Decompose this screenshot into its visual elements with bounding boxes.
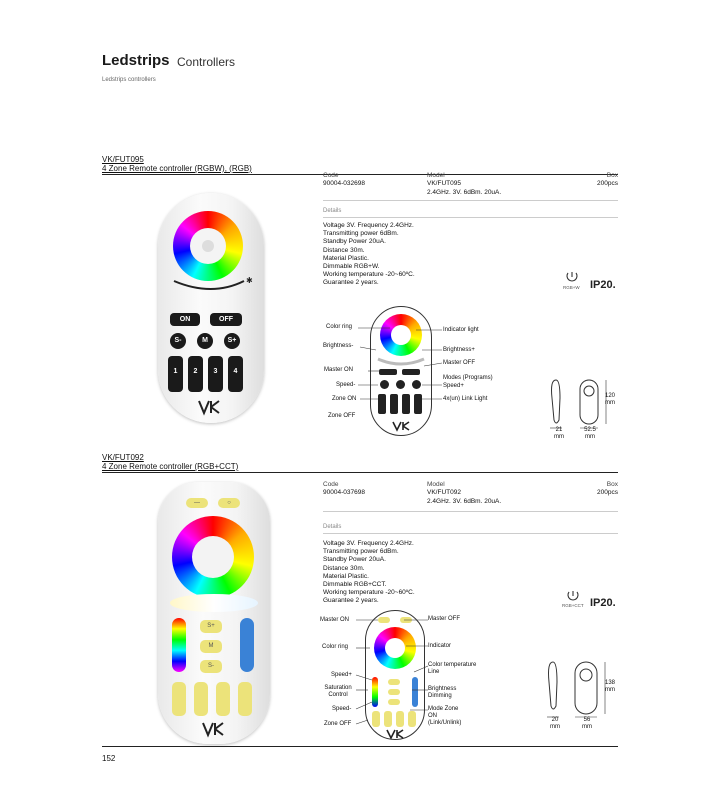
zone-4-button[interactable] <box>238 682 252 716</box>
off-button[interactable]: OFF <box>210 313 242 326</box>
annotation-right: 4x(un) Link Light <box>443 396 488 402</box>
code-label: Code <box>323 172 339 179</box>
brightness-slider-icon <box>240 618 254 672</box>
product-code-title: VK/FUT092 <box>102 453 144 462</box>
annotation-leader-lines <box>356 320 446 420</box>
annotation-right: Indicator light <box>443 327 479 333</box>
dim-depth: 20 mm <box>550 717 560 730</box>
spec-item: Dimmable RGB+W. <box>323 263 380 271</box>
annotation-left: Speed- <box>332 706 352 712</box>
mode-button[interactable]: M <box>197 333 213 349</box>
zone-4-label: 4 <box>233 368 238 375</box>
annotation-right: Color temperature Line <box>428 662 477 675</box>
annotation-left: Zone ON <box>332 396 357 402</box>
box-value: 200pcs <box>597 180 618 187</box>
spec-list <box>323 540 415 606</box>
speed-minus-button[interactable]: S- <box>200 660 222 673</box>
page-title: Ledstrips <box>102 52 170 69</box>
spec-item: Distance 30m. <box>323 246 365 254</box>
spec-item: Voltage 3V. Frequency 2.4GHz. <box>323 222 414 229</box>
annotation-left: Zone OFF <box>324 721 352 727</box>
code-value: 90004-037698 <box>323 489 365 496</box>
dim-width: 52.5 mm <box>584 427 596 440</box>
spec-item: Working temperature -20~60ºC. <box>323 589 415 597</box>
annotation-right: Master OFF <box>443 360 476 366</box>
color-temperature-slider-icon <box>170 594 258 612</box>
model-label: Model <box>427 481 445 488</box>
annotation-left: Brightness- <box>323 343 354 349</box>
zone-4-button[interactable] <box>228 356 243 392</box>
annotation-left: Master ON <box>324 367 354 373</box>
annotation-left: Color ring <box>326 324 353 330</box>
spec-item: Material Plastic. <box>323 254 369 262</box>
vk-logo-icon <box>198 400 220 414</box>
divider <box>323 533 618 534</box>
model-spec: 2.4GHz. 3V. 6dBm. 20uA. <box>427 189 502 196</box>
spec-item: Standby Power 20uA. <box>323 238 386 246</box>
spec-item: Standby Power 20uA. <box>323 556 386 564</box>
master-on-button[interactable]: — <box>186 498 208 508</box>
code-label: Code <box>323 481 339 488</box>
spec-item: Guarantee 2 years. <box>323 597 379 605</box>
zone-2-label: 2 <box>193 368 198 375</box>
brightness-slider-icon <box>172 275 252 295</box>
dim-depth: 21 mm <box>554 427 564 440</box>
annotation-right: Master OFF <box>428 616 461 622</box>
page-number: 152 <box>102 754 116 763</box>
spec-item: Distance 30m. <box>323 564 365 572</box>
annotation-right: Modes (Programs) <box>443 375 493 381</box>
model-label: Model <box>427 172 445 179</box>
page-subtitle: Controllers <box>177 55 236 69</box>
indicator-light-icon <box>202 240 214 252</box>
zone-3-label: 3 <box>213 368 218 375</box>
annotation-right: Brightness+ <box>443 347 475 353</box>
spec-item: Material Plastic. <box>323 572 369 580</box>
spec-item: Working temperature -20~60ºC. <box>323 271 415 279</box>
zone-1-label: 1 <box>173 368 178 375</box>
model-spec: 2.4GHz. 3V. 6dBm. 20uA. <box>427 498 502 505</box>
divider <box>323 200 618 201</box>
divider <box>323 511 618 512</box>
divider <box>323 217 618 218</box>
annotation-left: Zone OFF <box>328 413 356 419</box>
dim-height: 120 mm <box>605 393 616 406</box>
speed-minus-button[interactable]: S- <box>170 333 186 349</box>
dim-height: 138 mm <box>605 680 616 693</box>
remote-photo-fut092 <box>158 482 270 744</box>
spec-item: Guarantee 2 years. <box>323 279 379 287</box>
svg-text:✱: ✱ <box>246 276 253 285</box>
speed-plus-button[interactable]: S+ <box>200 620 222 633</box>
zone-3-button[interactable] <box>216 682 230 716</box>
annotation-right: Brightness Dimming <box>428 686 457 699</box>
spec-item: Voltage 3V. Frequency 2.4GHz. <box>323 540 414 547</box>
zone-3-button[interactable] <box>208 356 223 392</box>
spec-list <box>323 222 415 288</box>
vk-logo-icon <box>202 722 224 736</box>
annotation-left: Master ON <box>320 617 350 623</box>
ip-sub-label: RGB+CCT <box>562 603 584 608</box>
annotation-right: Speed+ <box>443 383 464 389</box>
annotation-right: Indicator <box>428 643 452 649</box>
dim-width: 56 mm <box>582 717 592 730</box>
annotation-leader-lines <box>354 614 432 730</box>
annotation-left: Color ring <box>322 644 349 650</box>
box-label: Box <box>606 481 618 488</box>
diagram-vk-logo-icon <box>386 729 404 739</box>
details-label: Details <box>323 524 342 530</box>
spec-item: Transmitting power 6dBm. <box>323 548 399 556</box>
box-value: 200pcs <box>597 489 618 496</box>
remote-photo-fut095 <box>158 193 264 423</box>
code-value: 90004-032698 <box>323 180 365 187</box>
zone-1-button[interactable] <box>168 356 183 392</box>
model-value: VK/FUT095 <box>427 180 461 187</box>
mode-button[interactable]: M <box>200 640 222 653</box>
product-name: 4 Zone Remote controller (RGBW), (RGB) <box>102 164 252 173</box>
details-label: Details <box>323 208 342 214</box>
zone-2-button[interactable] <box>188 356 203 392</box>
box-label: Box <box>606 172 618 179</box>
annotation-left: Speed+ <box>331 672 352 678</box>
spec-item: Transmitting power 6dBm. <box>323 230 399 238</box>
footer-rule <box>102 746 618 747</box>
dimmable-icon <box>566 589 580 601</box>
ip-rating: IP20. <box>590 597 616 609</box>
zone-1-button[interactable] <box>172 682 186 716</box>
ip-rating: IP20. <box>590 279 616 291</box>
model-value: VK/FUT092 <box>427 489 461 496</box>
annotation-left: Speed- <box>336 382 356 388</box>
ip-sub-label: RGB+W <box>563 285 580 290</box>
spec-item: Dimmable RGB+CCT. <box>323 581 387 589</box>
product-name: 4 Zone Remote controller (RGB+CCT) <box>102 462 239 471</box>
annotation-right: Mode Zone ON (Link/Unlink) <box>428 706 462 726</box>
color-ring-center <box>192 536 234 578</box>
section-rule <box>102 472 618 473</box>
diagram-vk-logo-icon <box>392 421 410 431</box>
dimmable-icon <box>565 270 579 282</box>
annotation-left: Saturation Control <box>324 685 352 698</box>
product-code-title: VK/FUT095 <box>102 155 144 164</box>
zone-2-button[interactable] <box>194 682 208 716</box>
speed-plus-button[interactable]: S+ <box>224 333 240 349</box>
master-off-button[interactable]: ○ <box>218 498 240 508</box>
saturation-slider-icon <box>172 618 186 672</box>
on-button[interactable]: ON <box>170 313 200 326</box>
breadcrumb: Ledstrips controllers <box>102 77 156 83</box>
